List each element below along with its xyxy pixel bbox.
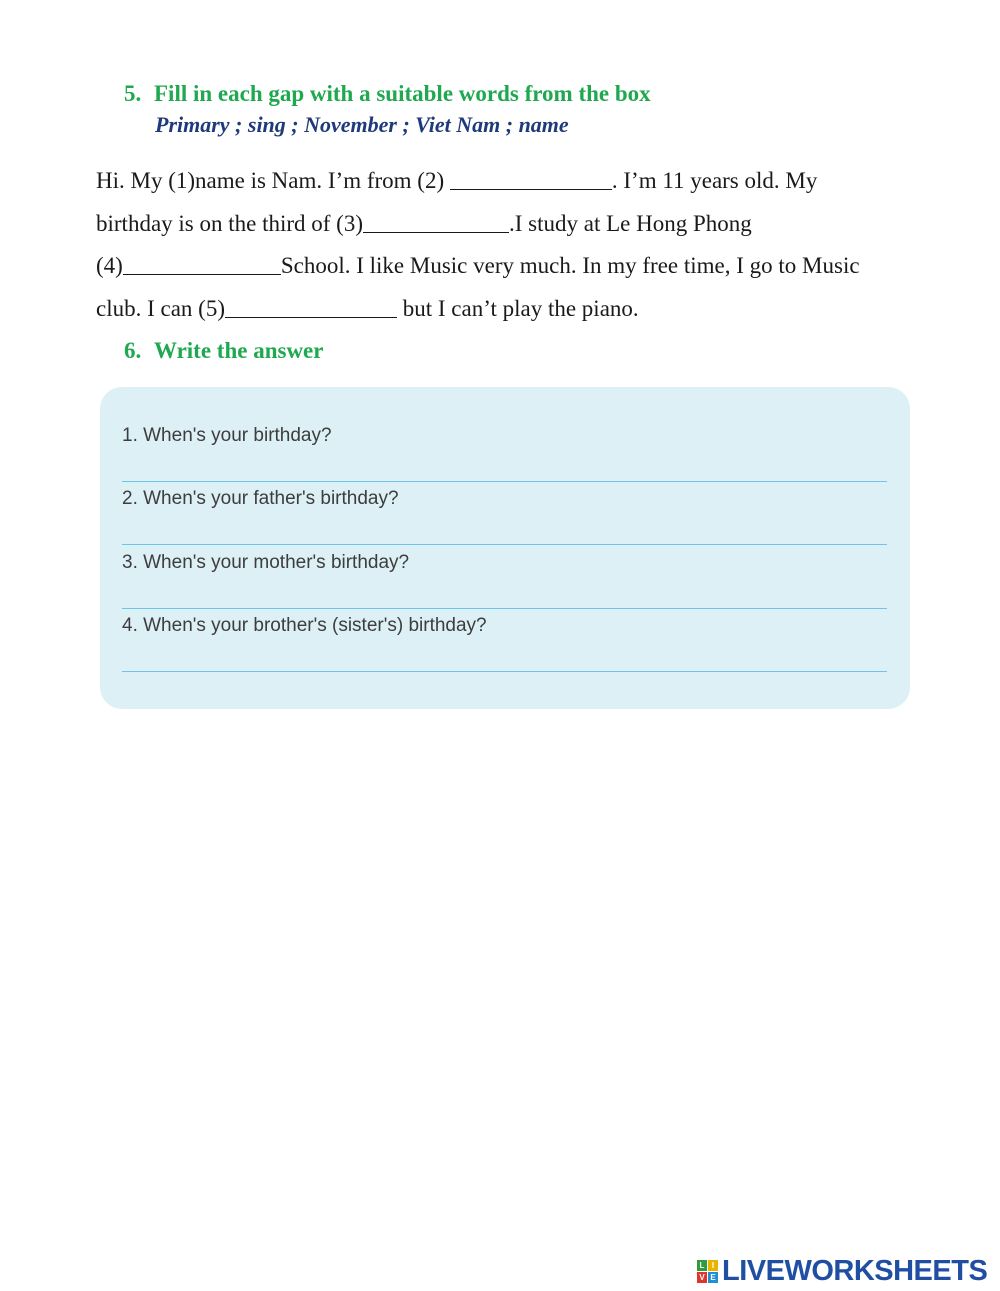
logo-mark-icon [697,1260,718,1283]
answer-line-1[interactable] [122,451,887,482]
question-2: 2. When's your father's birthday? [122,488,399,509]
answer-input-3[interactable] [122,578,895,608]
question-1: 1. When's your birthday? [122,425,332,446]
answer-line-4[interactable] [122,641,887,672]
paragraph-line-4 [96,296,639,322]
word-box: Primary ; sing ; November ; Viet Nam ; name [155,112,569,137]
exercise-6-number: 6. [124,338,142,363]
logo-mark-letter: L [697,1260,707,1271]
paragraph-text: School. I like Music very much. In my free time, I go to Music [280,253,860,278]
exercise-6-heading [124,338,323,364]
paragraph-text: club. I can (5) [96,296,225,321]
paragraph-line-1 [96,168,817,194]
gap-5-blank[interactable] [225,296,397,318]
gap-2-blank[interactable] [450,168,612,190]
answer-panel [100,387,910,709]
paragraph-text: birthday is on the third of (3) [96,211,364,236]
question-4: 4. When's your brother's (sister's) birthday? [122,615,487,636]
logo-mark-letter: E [708,1272,718,1283]
paragraph-text: but I can’t play the piano. [397,296,639,321]
answer-line-2[interactable] [122,514,887,545]
paragraph-text: (4) [96,253,123,278]
paragraph-text: . I’m 11 years old. My [611,168,818,193]
paragraph-text: .I study at Le Hong Phong [509,211,752,236]
answer-line-3[interactable] [122,578,887,609]
logo-mark-letter: I [708,1260,718,1271]
gap-2-input[interactable] [450,172,612,193]
exercise-5-number: 5. [124,81,142,106]
paragraph-line-2 [96,211,752,237]
exercise-5-title: Fill in each gap with a suitable words from the box [154,81,651,106]
paragraph-text: Hi. My (1)name is Nam. I’m from (2) [96,168,450,193]
logo-mark-letter: V [697,1272,707,1283]
gap-3-input[interactable] [363,215,509,236]
question-3: 3. When's your mother's birthday? [122,552,410,573]
answer-input-4[interactable] [122,641,895,671]
liveworksheets-logo [697,1253,987,1289]
answer-input-2[interactable] [122,514,895,544]
answer-input-1[interactable] [122,451,895,481]
gap-4-input[interactable] [123,257,281,278]
paragraph-line-3 [96,253,860,279]
exercise-6-title: Write the answer [154,338,324,363]
logo-text: LIVEWORKSHEETS [722,1254,988,1287]
gap-5-input[interactable] [225,300,397,321]
gap-3-blank[interactable] [363,211,509,233]
exercise-5-heading [124,81,651,107]
gap-4-blank[interactable] [123,253,281,275]
